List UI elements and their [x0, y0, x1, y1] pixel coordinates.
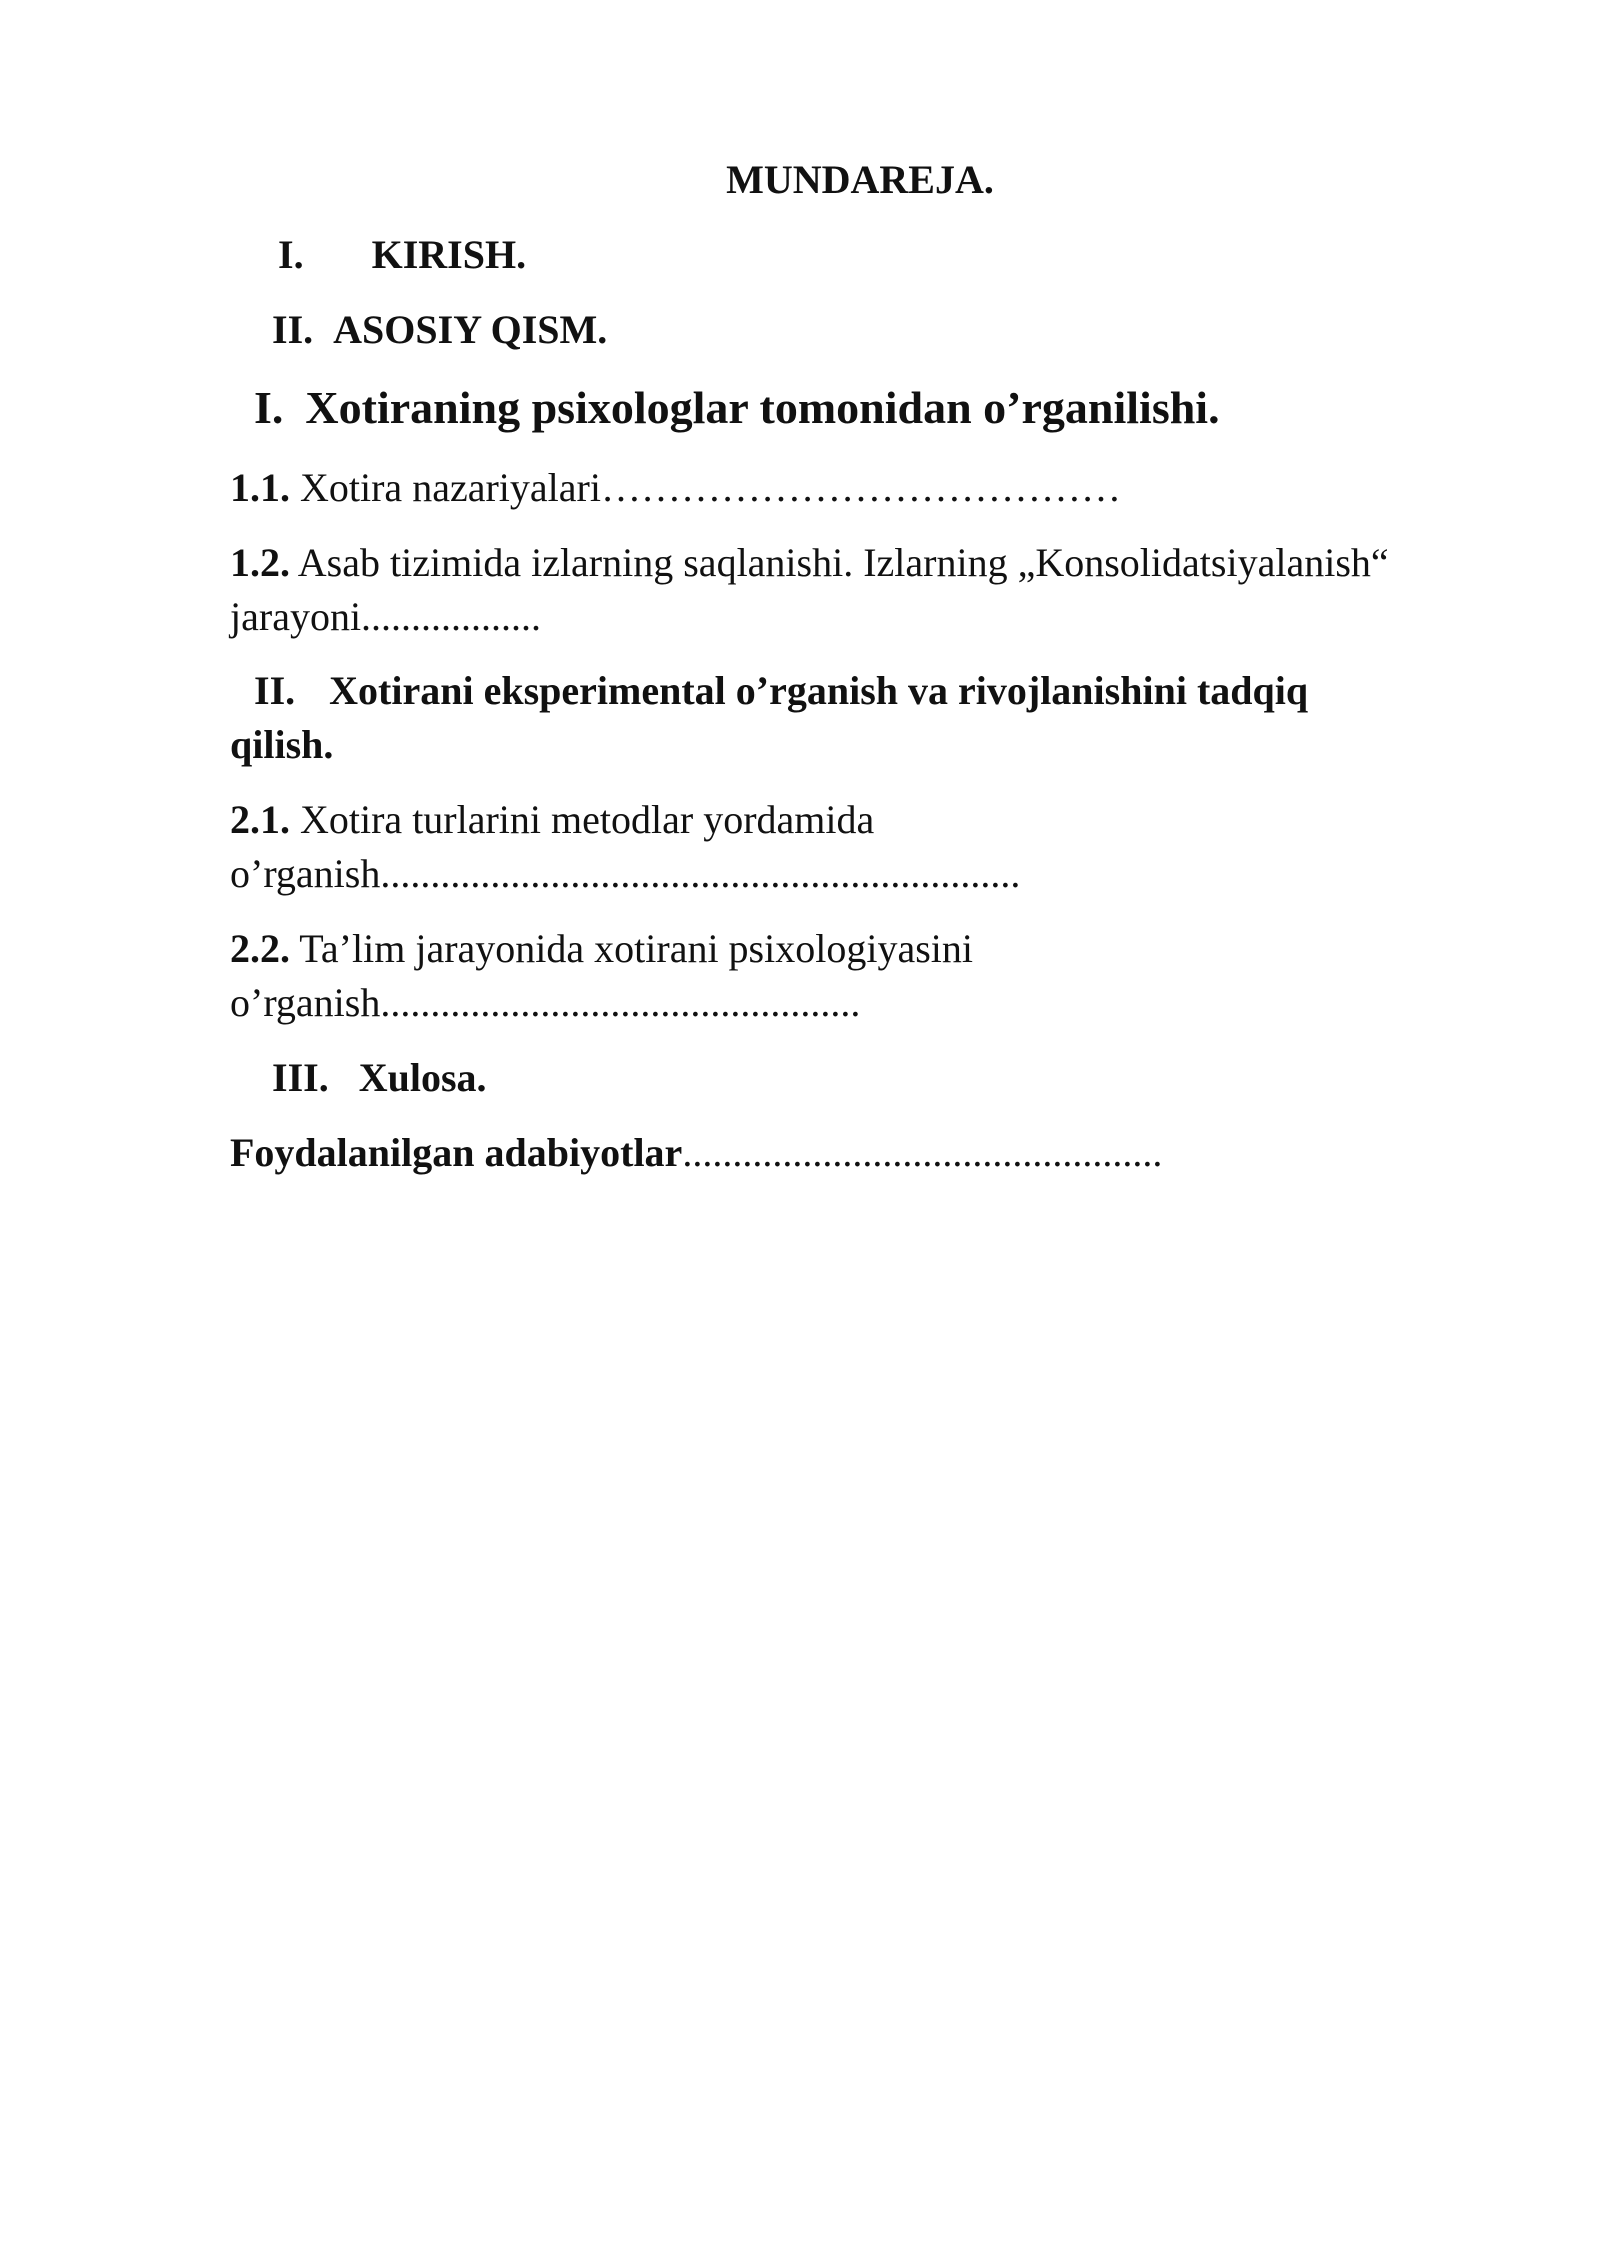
toc-section-number: 1.1.: [230, 465, 290, 510]
toc-section-1-2: [230, 538, 1389, 588]
toc-roman-numeral: III.: [272, 1055, 329, 1100]
toc-entry-label: Xulosa.: [358, 1055, 487, 1100]
toc-chapter-title: Xotiraning psixologlar tomonidan o’rganilishi.: [305, 382, 1220, 433]
toc-section-number: 2.2.: [230, 926, 290, 971]
toc-section-1-1: [230, 463, 1121, 513]
toc-entry-references: [230, 1128, 1162, 1178]
toc-chapter-1: [254, 380, 1220, 436]
toc-section-1-2-continuation: jarayoni..................: [230, 594, 542, 639]
toc-entry-asosiy-qism: [272, 305, 607, 355]
toc-chapter-2: [254, 666, 1308, 716]
toc-roman-numeral: I.: [278, 232, 304, 277]
toc-leader-dots: ................................................: [682, 1130, 1163, 1175]
toc-section-2-1-continuation: o’rganish................................................................: [230, 851, 1021, 896]
toc-section-2-2-continuation: o’rganish................................................: [230, 980, 861, 1025]
toc-section-title: Xotira nazariyalari…………………………………: [290, 465, 1121, 510]
toc-section-number: 1.2.: [230, 540, 290, 585]
toc-section-title: Ta’lim jarayonida xotirani psixologiyasini: [290, 926, 974, 971]
toc-section-2-2: [230, 924, 973, 974]
toc-entry-xulosa: [272, 1053, 487, 1103]
toc-section-title: Xotira turlarini metodlar yordamida: [290, 797, 875, 842]
toc-section-title: Asab tizimida izlarning saqlanishi. Izlarning „Konsolidatsiyalanish“: [290, 540, 1389, 585]
toc-entry-label: ASOSIY QISM.: [333, 307, 608, 352]
toc-entry-label: KIRISH.: [371, 232, 527, 277]
toc-roman-numeral: II.: [254, 668, 296, 713]
toc-entry-label: Foydalanilgan adabiyotlar: [230, 1130, 683, 1175]
toc-roman-numeral: II.: [272, 307, 314, 352]
toc-entry-kirish: [278, 230, 526, 280]
page-title: MUNDAREJA.: [726, 157, 994, 202]
toc-section-number: 2.1.: [230, 797, 290, 842]
toc-chapter-2-continuation: qilish.: [230, 722, 334, 767]
toc-section-2-1: [230, 795, 874, 845]
toc-roman-numeral: I.: [254, 382, 284, 433]
toc-chapter-title: Xotirani eksperimental o’rganish va rivojlanishini tadqiq: [329, 668, 1309, 713]
